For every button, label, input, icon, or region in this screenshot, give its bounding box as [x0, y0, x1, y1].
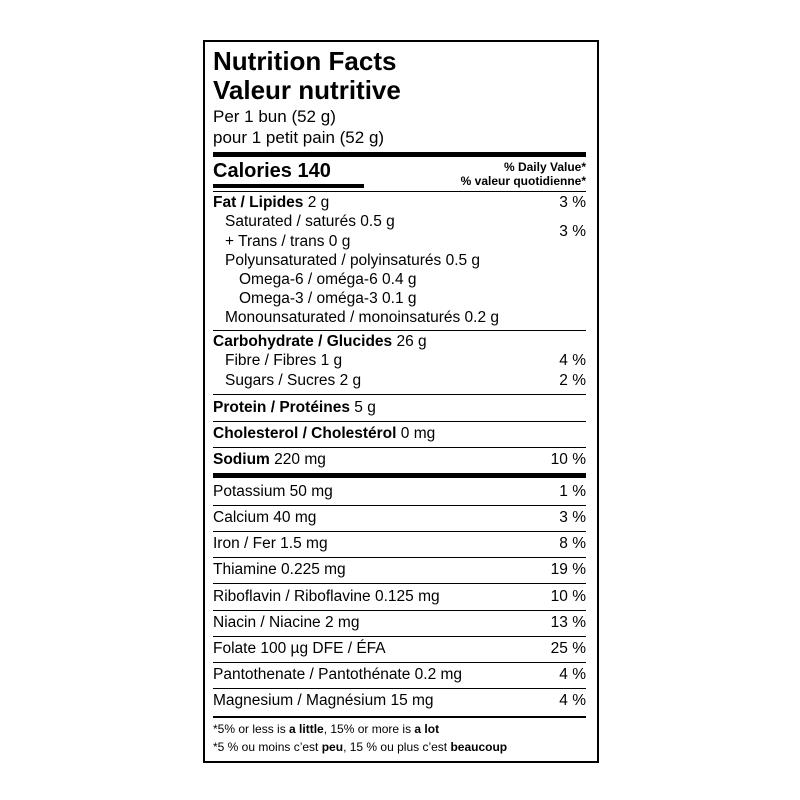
sodium-label: Sodium [213, 451, 270, 468]
divider [213, 583, 586, 584]
footnote-french [213, 739, 586, 755]
fat-label: Fat / Lipides [213, 194, 304, 211]
saturated-trans-percent-row [213, 222, 586, 242]
sodium-row [213, 450, 586, 470]
footnote-en-prefix: *5% or less is [213, 722, 290, 736]
divider [213, 662, 586, 663]
cholesterol-label: Cholesterol / Cholestérol [213, 425, 397, 442]
footnote-en-little: a little [289, 722, 324, 736]
footnote-en-mid: , 15% or more is [323, 722, 415, 736]
fibre-percent: 4 % [559, 352, 586, 369]
title-french: Valeur nutritive [213, 75, 401, 105]
daily-value-header-french: % valeur quotidienne* [460, 174, 586, 188]
monounsaturated-row: Monounsaturated / monoinsaturés 0.2 g [225, 309, 500, 326]
nutrient-percent: 4 % [559, 692, 586, 709]
footnote-fr-prefix: *5 % ou moins c’est [213, 740, 322, 754]
nutrient-label: Riboflavin / Riboflavine 0.125 mg [213, 588, 440, 605]
fat-row [213, 193, 586, 213]
carbohydrate-label: Carbohydrate / Glucides [213, 333, 393, 350]
nutrient-row-potassium [213, 482, 586, 502]
nutrient-percent: 19 % [550, 561, 586, 578]
divider [213, 330, 586, 331]
calories-value: 140 [297, 160, 331, 182]
divider [213, 447, 586, 448]
sodium-percent: 10 % [550, 451, 586, 468]
nutrient-row-calcium [213, 508, 586, 528]
protein-label: Protein / Protéines [213, 399, 350, 416]
nutrient-label: Magnesium / Magnésium 15 mg [213, 692, 434, 709]
divider [213, 394, 586, 395]
divider-thick [213, 473, 586, 478]
divider [213, 636, 586, 637]
sodium-amount: 220 mg [274, 451, 326, 468]
fibre-label: Fibre / Fibres 1 g [225, 352, 343, 369]
calories-label: Calories [213, 160, 292, 182]
calories-underline [213, 184, 364, 188]
footnote-fr-beaucoup: beaucoup [450, 740, 508, 754]
nutrient-label: Thiamine 0.225 mg [213, 561, 346, 578]
sugars-percent: 2 % [559, 372, 586, 389]
divider [213, 421, 586, 422]
nutrient-label: Iron / Fer 1.5 mg [213, 535, 328, 552]
label-content [213, 42, 586, 761]
nutrient-label: Calcium 40 mg [213, 509, 317, 526]
nutrient-percent: 3 % [559, 509, 586, 526]
nutrition-facts-label [203, 40, 599, 763]
polyunsaturated-row: Polyunsaturated / polyinsaturés 0.5 g [225, 252, 481, 269]
divider [213, 191, 586, 192]
fat-percent: 3 % [559, 194, 586, 211]
nutrient-row-pantothenate [213, 665, 586, 685]
divider-footnote [213, 716, 586, 718]
nutrient-percent: 1 % [559, 483, 586, 500]
nutrient-label: Niacin / Niacine 2 mg [213, 614, 360, 631]
omega3-row: Omega-3 / oméga-3 0.1 g [239, 290, 417, 307]
saturated-trans-percent: 3 % [559, 223, 586, 240]
serving-size-french: pour 1 petit pain (52 g) [213, 128, 385, 147]
protein-amount: 5 g [354, 399, 376, 416]
footnote-fr-peu: peu [321, 740, 344, 754]
divider [213, 557, 586, 558]
nutrient-row-magnesium [213, 691, 586, 711]
saturated-row: Saturated / saturés 0.5 g [225, 213, 395, 230]
nutrient-row-thiamine [213, 560, 586, 580]
nutrient-row-iron [213, 534, 586, 554]
title-english: Nutrition Facts [213, 46, 397, 76]
divider [213, 688, 586, 689]
divider [213, 531, 586, 532]
nutrient-label: Potassium 50 mg [213, 483, 333, 500]
cholesterol-row [213, 424, 586, 444]
nutrient-percent: 10 % [550, 588, 586, 605]
nutrient-percent: 4 % [559, 666, 586, 683]
divider-thick [213, 152, 586, 157]
nutrient-percent: 8 % [559, 535, 586, 552]
nutrient-percent: 25 % [550, 640, 586, 657]
cholesterol-amount: 0 mg [400, 425, 436, 442]
nutrient-percent: 13 % [550, 614, 586, 631]
carbohydrate-amount: 26 g [396, 333, 427, 350]
sugars-label: Sugars / Sucres 2 g [225, 372, 362, 389]
protein-row [213, 398, 586, 418]
divider [213, 505, 586, 506]
nutrient-label: Folate 100 µg DFE / ÉFA [213, 640, 386, 657]
footnote-en-lot: a lot [414, 722, 440, 736]
nutrient-row-folate [213, 639, 586, 659]
nutrient-label: Pantothenate / Pantothénate 0.2 mg [213, 666, 463, 683]
footnote-fr-mid: , 15 % ou plus c’est [343, 740, 451, 754]
omega6-row: Omega-6 / oméga-6 0.4 g [239, 271, 417, 288]
serving-size-english: Per 1 bun (52 g) [213, 107, 336, 126]
daily-value-header-english: % Daily Value* [503, 160, 586, 174]
fat-amount: 2 g [307, 194, 330, 211]
fibre-row [213, 351, 586, 371]
sugars-row [213, 371, 586, 391]
footnote-english [213, 721, 586, 737]
daily-value-header [461, 160, 586, 188]
carbohydrate-row [213, 332, 586, 352]
divider [213, 610, 586, 611]
trans-row: + Trans / trans 0 g [225, 233, 351, 250]
nutrient-row-riboflavin [213, 587, 586, 607]
nutrient-row-niacin [213, 613, 586, 633]
